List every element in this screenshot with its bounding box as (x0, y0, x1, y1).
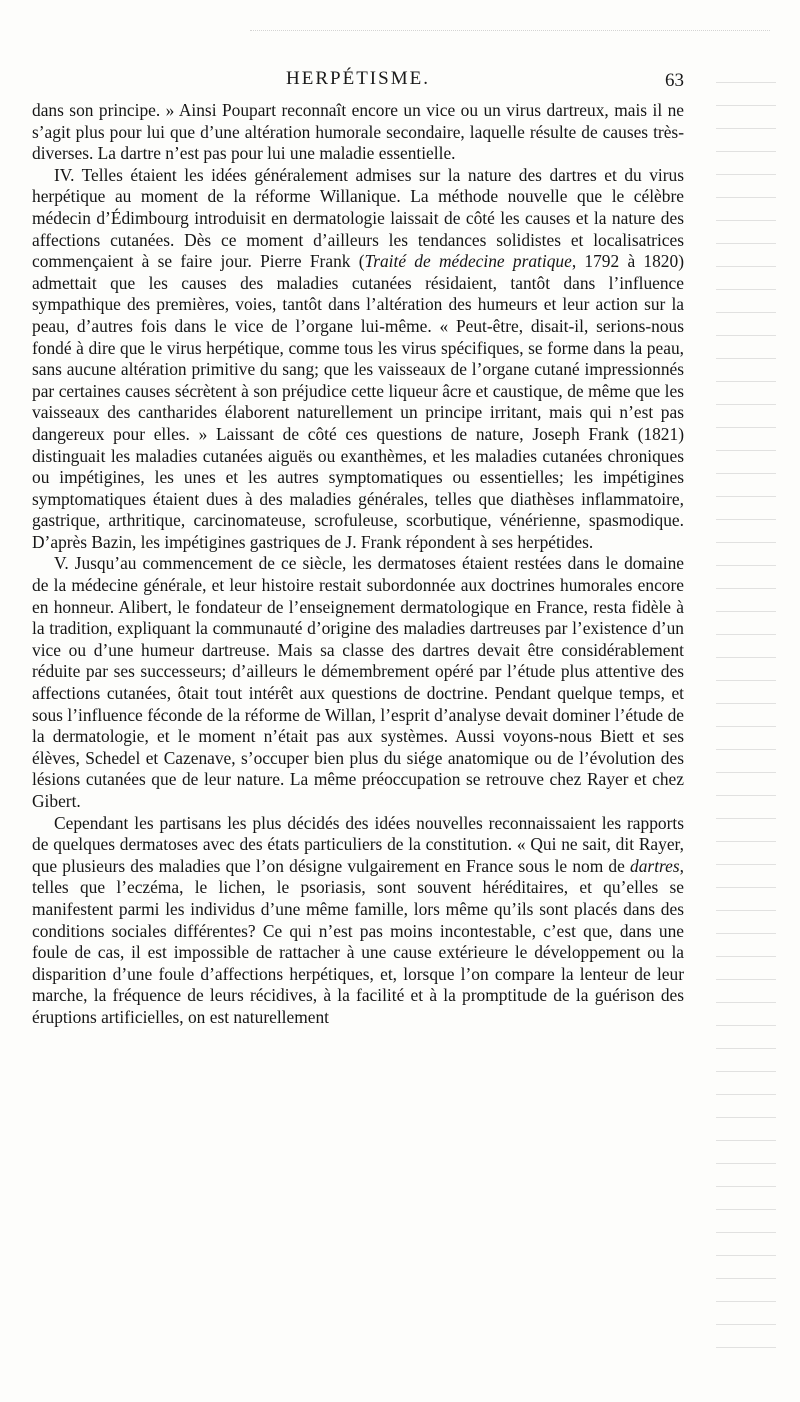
paragraph-section-v (32, 553, 684, 812)
scan-artifact-margin (716, 60, 776, 1360)
running-title: HERPÉTISME. (286, 68, 430, 89)
body-text (32, 100, 684, 1029)
scan-artifact-top (250, 30, 770, 45)
paragraph-section-iv (32, 165, 684, 554)
paragraph-text: dans son principe. » Ainsi Poupart reconnaît encore un vice ou un virus dartreux, mais il ne s’agit plus pour lui que d’une altération humorale secondaire, laquelle résulte de causes très-diverses. La dartre n’est pas pour lui une maladie essentielle. (32, 100, 684, 164)
paragraph-continuation (32, 100, 684, 165)
paragraph-cependant (32, 813, 684, 1029)
term-italic: dartres (630, 855, 680, 876)
paragraph-text: Cependant les partisans les plus décidés des idées nouvelles reconnaissaient les rapports de quelques dermatoses avec des états particuliers de la constitution. « Qui ne sait, dit Rayer, que plusieurs des maladies que l’on désigne vulgairement en France sous le nom de (32, 812, 684, 876)
paragraph-text: IV. Telles étaient les idées généralement admises sur la nature des dartres et du virus herpétique au moment de la réforme Willanique. La méthode nouvelle que le célèbre médecin d’Édimbourg introduisit en dermatologie laissait de côté les causes et la nature des affections cutanées. Dès ce moment d’ailleurs les tendances solidistes et localisatrices commençaient à se faire jour. Pierre Frank ( (32, 164, 684, 272)
book-title-italic: Traité de médecine pratique (364, 251, 572, 272)
page-number: 63 (665, 70, 684, 91)
page-header (32, 68, 684, 98)
paragraph-text: V. Jusqu’au commencement de ce siècle, les dermatoses étaient restées dans le domaine de la médecine générale, et leur histoire restait subordonnée aux doctrines humorales encore en honneur. Alibert, le fondateur de l’enseignement dermatologique en France, resta fidèle à la tradition, expliquant la communauté d’origine des maladies dartreuses par l’existence d’un vice ou d’une humeur dartreuse. Mais sa classe des dartres devait être considérablement réduite par ses successeurs; d’ailleurs le démembrement opéré par l’étude plus attentive des affections cutanées, ôtait tout intérêt aux questions de doctrine. Pendant quelque temps, et sous l’influence féconde de la réforme de Willan, l’esprit d’analyse devait dominer l’étude de la dermatologie, et le moment n’était pas aux systèmes. Aussi voyons-nous Biett et ses élèves, Schedel et Cazenave, s’occuper bien plus du siége anatomique ou de l’évolution des lésions cutanées que de leur nature. La même préoccupation se retrouve chez Rayer et chez Gibert. (32, 553, 684, 811)
paragraph-text: , 1792 à 1820) admettait que les causes des maladies cutanées résidaient, tantôt dans l’influence sympathique des premières, voies, tantôt dans l’altération des humeurs et leur action sur la peau, d’autres fois dans le vice de l’organe lui-même. « Peut-être, disait-il, serions-nous fondé à dire que le virus herpétique, comme tous les virus spécifiques, se forme dans la peau, sans aucune altération primitive du sang; que les vaisseaux de l’organe cutané impressionnés par certaines causes sécrètent à son préjudice cette liqueur âcre et caustique, de même que les vaisseaux des cantharides élaborent naturellement un principe irritant, mais qui n’est pas dangereux pour elles. » Laissant de côté ces questions de nature, Joseph Frank (1821) distinguait les maladies cutanées aiguës ou exanthèmes, et les maladies cutanées chroniques ou impétigines, les unes et les autres symptomatiques ou essentielles; les impétigines symptomatiques étaient dues à des maladies générales, telles que diathèses inflammatoire, gastrique, arthritique, carcinomateuse, scrofuleuse, scorbutique, vénérienne, spasmodique. D’après Bazin, les impétigines gastriques de J. Frank répondent à ses herpétides. (32, 251, 684, 552)
paragraph-text: , telles que l’eczéma, le lichen, le psoriasis, sont souvent héréditaires, et qu’elles se manifestent parmi les individus d’une même famille, lors même qu’ils sont placés dans des conditions sociales différentes? Ce qui n’est pas moins incontestable, c’est que, dans une foule de cas, il est impossible de rattacher à une cause extérieure le développement ou la disparition d’une foule d’affections herpétiques, et, lorsque l’on compare la lenteur de leur marche, la fréquence de leurs récidives, à la facilité et à la promptitude de la guérison des éruptions artificielles, on est naturellement (32, 855, 684, 1027)
